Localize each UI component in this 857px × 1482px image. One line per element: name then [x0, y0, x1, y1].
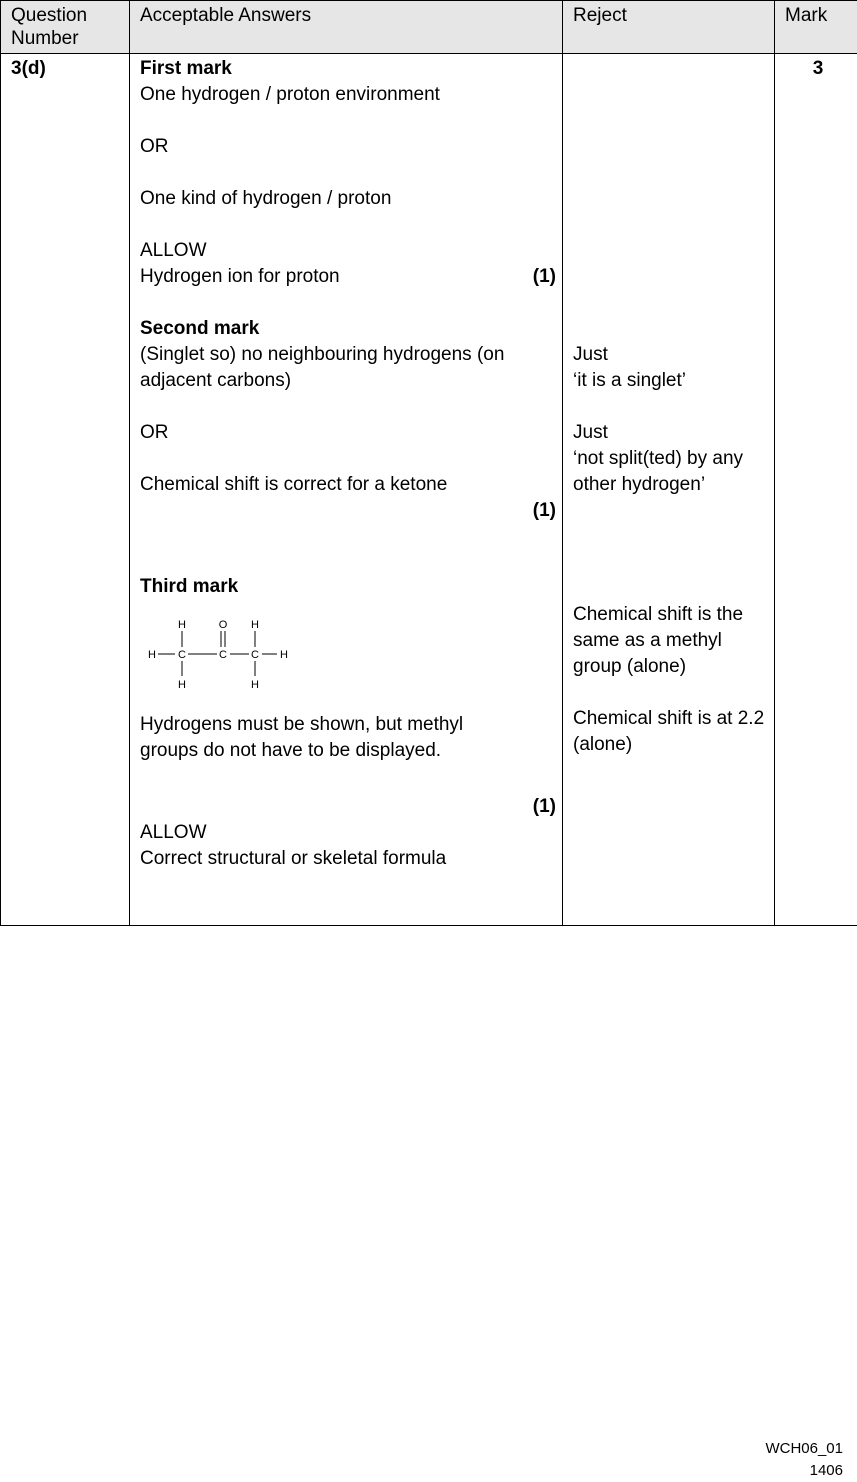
atom-h: H	[178, 679, 186, 691]
header-reject: Reject	[563, 1, 775, 54]
third-mark-allow-text: Correct structural or skeletal formula	[140, 846, 556, 872]
acceptable-answers-cell	[130, 54, 563, 926]
reject-text-2: ‘not split(ted) by any other hydrogen’	[573, 446, 768, 498]
first-mark-title: First mark	[140, 56, 556, 82]
reject-cell	[563, 54, 775, 926]
first-mark-allow-row	[140, 264, 556, 290]
second-mark-or: OR	[140, 420, 556, 446]
atom-h: H	[148, 649, 156, 661]
question-number-cell: 3(d)	[1, 54, 130, 926]
atom-o: O	[219, 619, 228, 631]
first-mark-allow-text: Hydrogen ion for proton	[140, 264, 340, 290]
reject-just-1: Just	[573, 342, 768, 368]
atom-c: C	[251, 649, 259, 661]
reject-text-4: Chemical shift is at 2.2 (alone)	[573, 706, 768, 758]
propanone-structure	[146, 618, 296, 698]
atom-h: H	[280, 649, 288, 661]
third-mark-value: (1)	[140, 794, 556, 820]
atom-h: H	[178, 619, 186, 631]
total-mark-cell: 3	[775, 54, 857, 926]
third-mark-title: Third mark	[140, 574, 556, 600]
reject-text-3: Chemical shift is the same as a methyl group (alone)	[573, 602, 768, 680]
atom-c: C	[178, 649, 186, 661]
atom-h: H	[251, 619, 259, 631]
header-acceptable-answers: Acceptable Answers	[130, 1, 563, 54]
second-mark-line1: (Singlet so) no neighbouring hydrogens (on adjacent carbons)	[140, 342, 556, 394]
reject-just-2: Just	[573, 420, 768, 446]
first-mark-or: OR	[140, 134, 556, 160]
first-mark-allow: ALLOW	[140, 238, 556, 264]
paper-code: WCH06_01	[765, 1438, 843, 1460]
first-mark-line2: One kind of hydrogen / proton	[140, 186, 556, 212]
second-mark-title: Second mark	[140, 316, 556, 342]
reject-text-1: ‘it is a singlet’	[573, 368, 768, 394]
header-question-number: Question Number	[1, 1, 130, 54]
answer-row	[1, 54, 857, 926]
page-footer	[765, 1438, 843, 1482]
header-row	[1, 1, 857, 54]
atom-h: H	[251, 679, 259, 691]
second-mark-line2: Chemical shift is correct for a ketone	[140, 472, 556, 498]
second-mark-value: (1)	[140, 498, 556, 524]
page-number: 1406	[765, 1460, 843, 1482]
first-mark-value: (1)	[533, 264, 556, 290]
header-mark: Mark	[775, 1, 857, 54]
atom-c: C	[219, 649, 227, 661]
first-mark-line1: One hydrogen / proton environment	[140, 82, 556, 108]
third-mark-allow: ALLOW	[140, 820, 556, 846]
third-mark-note: Hydrogens must be shown, but methyl groups do not have to be displayed.	[140, 712, 520, 764]
